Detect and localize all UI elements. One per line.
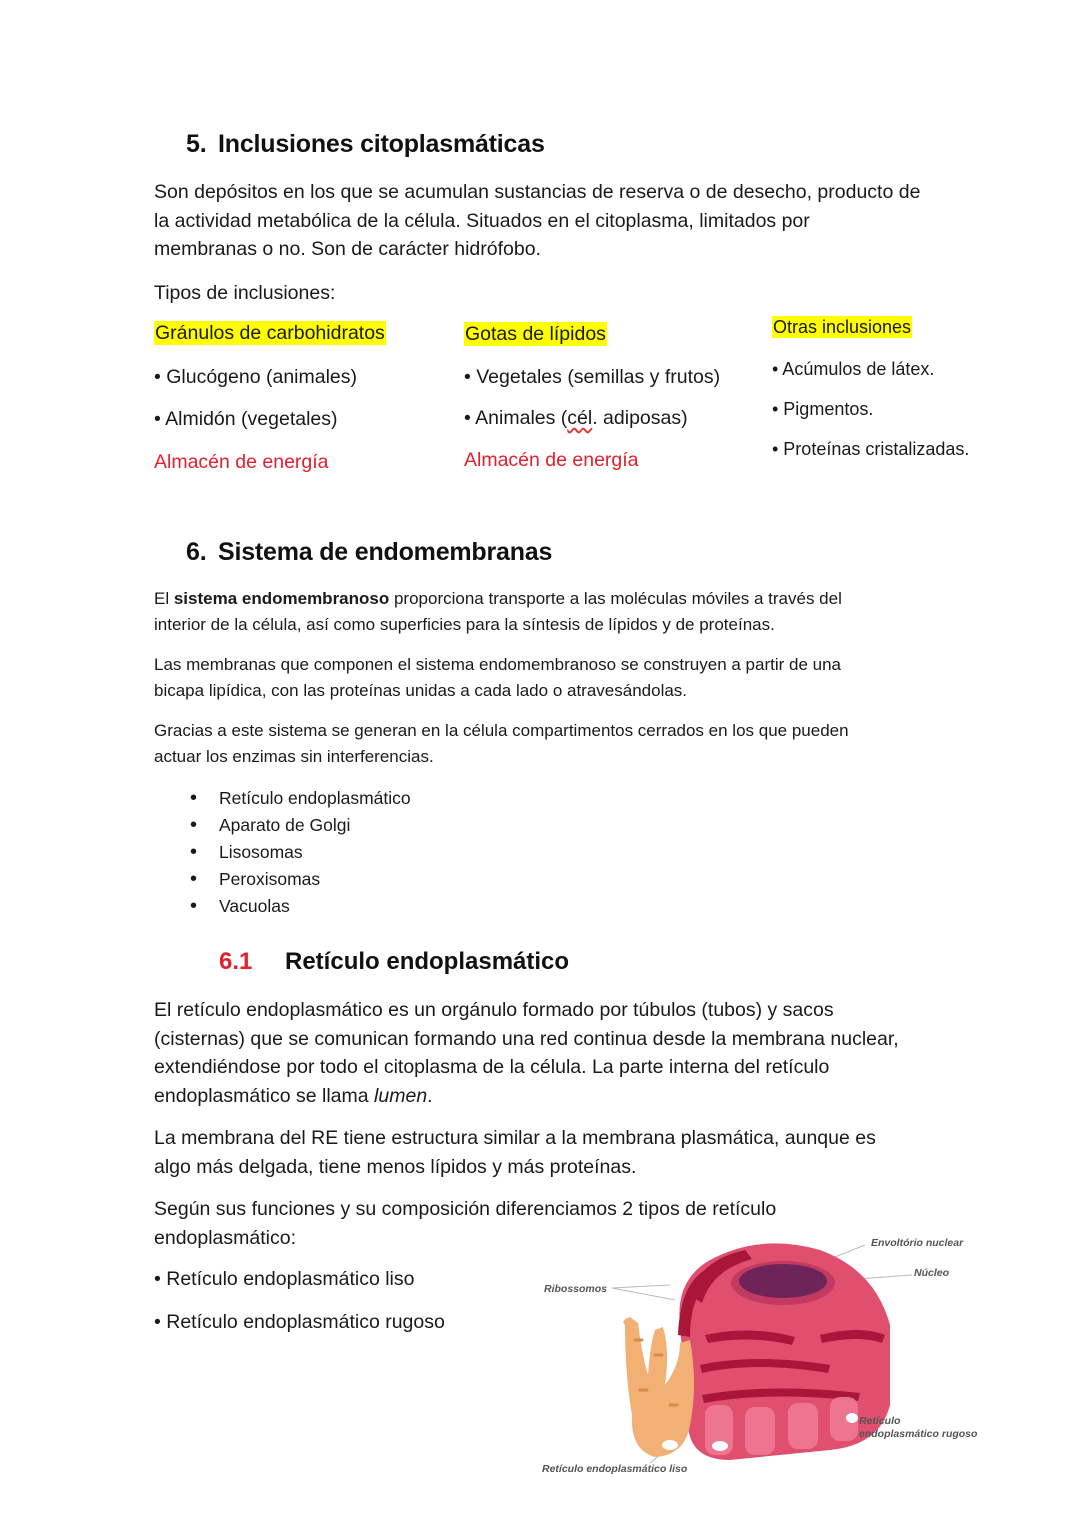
column-heading-otras (772, 317, 912, 338)
section-number: 5. (186, 130, 207, 158)
label-nucleo: Núcleo (914, 1267, 950, 1279)
list-item: • Lisosomas (154, 839, 411, 866)
endoplasmic-reticulum-illustration (530, 1225, 1000, 1485)
paragraph-line: extendiéndose por todo el citoplasma de la célula. La parte interna del retículo (154, 1056, 830, 1078)
list-item: • Vegetales (semillas y frutos) (464, 366, 721, 388)
section-6-1-paragraph-2 (154, 1124, 944, 1181)
column-heading-carbohidratos (154, 322, 386, 345)
bold-term: sistema endomembranoso (173, 589, 390, 608)
energy-note: Almacén de energía (154, 451, 329, 473)
section-number: 6. (186, 538, 207, 566)
section-6-heading (186, 538, 552, 567)
paragraph-line: endoplasmático se llama lumen. (154, 1084, 433, 1107)
section-title: Retículo endoplasmático (285, 948, 570, 975)
paragraph-line: Las membranas que componen el sistema endomembranoso se construyen a partir de una (154, 655, 841, 674)
paragraph-line: la actividad metabólica de la célula. Situados en el citoplasma, limitados por (154, 209, 810, 232)
paragraph-line: La membrana del RE tiene estructura similar a la membrana plasmática, aunque es (154, 1127, 876, 1149)
section-6-1-heading (219, 948, 569, 976)
highlighted-heading: Gotas de lípidos (465, 323, 606, 345)
label-reticulo-rugoso: Retículo endoplasmático rugoso (859, 1415, 978, 1440)
bullet-icon: • (190, 787, 198, 809)
list-item: • Retículo endoplasmático (154, 785, 411, 812)
list-item: • Animales (cél. adiposas) (464, 407, 688, 429)
types-label: Tipos de inclusiones: (154, 282, 336, 304)
paragraph-line: (cisternas) que se comunican formando una red continua desde la membrana nuclear, (154, 1027, 899, 1050)
section-title: Inclusiones citoplasmáticas (218, 130, 545, 158)
list-item: • Pigmentos. (772, 399, 874, 419)
list-item: • Acúmulos de látex. (772, 359, 935, 379)
energy-note: Almacén de energía (464, 449, 639, 471)
paragraph-line: interior de la célula, así como superficies para la síntesis de lípidos y de proteínas. (154, 615, 775, 634)
list-item: • Aparato de Golgi (154, 812, 411, 839)
bullet-icon: • (190, 814, 198, 836)
section-6-paragraph-3 (154, 718, 914, 770)
paragraph-line: Son depósitos en los que se acumulan sustancias de reserva o de desecho, producto de (154, 181, 921, 203)
list-item: • Proteínas cristalizadas. (772, 439, 970, 459)
paragraph-line: Según sus funciones y su composición diferenciamos 2 tipos de retículo (154, 1198, 777, 1220)
bullet-icon: • (190, 895, 198, 917)
er-diagram (530, 1225, 1000, 1485)
section-6-paragraph-2 (154, 652, 914, 704)
column-heading-lipidos (464, 323, 607, 346)
section-5-paragraph (154, 178, 944, 264)
paragraph-line: El retículo endoplasmático es un orgánulo formado por túbulos (tubos) y sacos (154, 999, 834, 1021)
section-title: Sistema de endomembranas (218, 538, 553, 566)
paragraph-line: actuar los enzimas sin interferencias. (154, 747, 434, 766)
list-item: • Glucógeno (animales) (154, 366, 358, 388)
section-6-paragraph-1 (154, 586, 914, 638)
italic-term: lumen (374, 1084, 428, 1107)
section-5-heading (186, 130, 545, 159)
paragraph-line: endoplasmático: (154, 1226, 297, 1249)
paragraph-line: El sistema endomembranoso proporciona transporte a las moléculas móviles a través del (154, 589, 842, 608)
section-number: 6.1 (219, 948, 253, 975)
highlighted-heading: Otras inclusiones (773, 317, 912, 337)
section-6-1-paragraph-1 (154, 996, 944, 1110)
bullet-icon: • (190, 868, 198, 890)
highlighted-heading: Gránulos de carbohidratos (155, 322, 385, 344)
er-type-rugoso: • Retículo endoplasmático rugoso (154, 1311, 445, 1333)
label-ribosomas: Ribossomos (544, 1283, 608, 1295)
paragraph-line: Gracias a este sistema se generan en la célula compartimentos cerrados en los que pueden (154, 721, 849, 740)
er-type-liso: • Retículo endoplasmático liso (154, 1268, 415, 1290)
endomembrane-list (154, 785, 411, 920)
bullet-icon: • (190, 841, 198, 863)
list-item: • Peroxisomas (154, 866, 411, 893)
paragraph-line: bicapa lipídica, con las proteínas unidas a cada lado o atravesándolas. (154, 681, 688, 700)
list-item: • Almidón (vegetales) (154, 408, 338, 430)
paragraph-line: membranas o no. Son de carácter hidrófobo. (154, 238, 541, 260)
label-reticulo-liso: Retículo endoplasmático liso (542, 1463, 688, 1475)
label-envoltorio-nuclear: Envoltório nuclear (871, 1237, 964, 1249)
paragraph-line: algo más delgada, tiene menos lípidos y más proteínas. (154, 1155, 637, 1178)
list-item: • Vacuolas (154, 893, 411, 920)
